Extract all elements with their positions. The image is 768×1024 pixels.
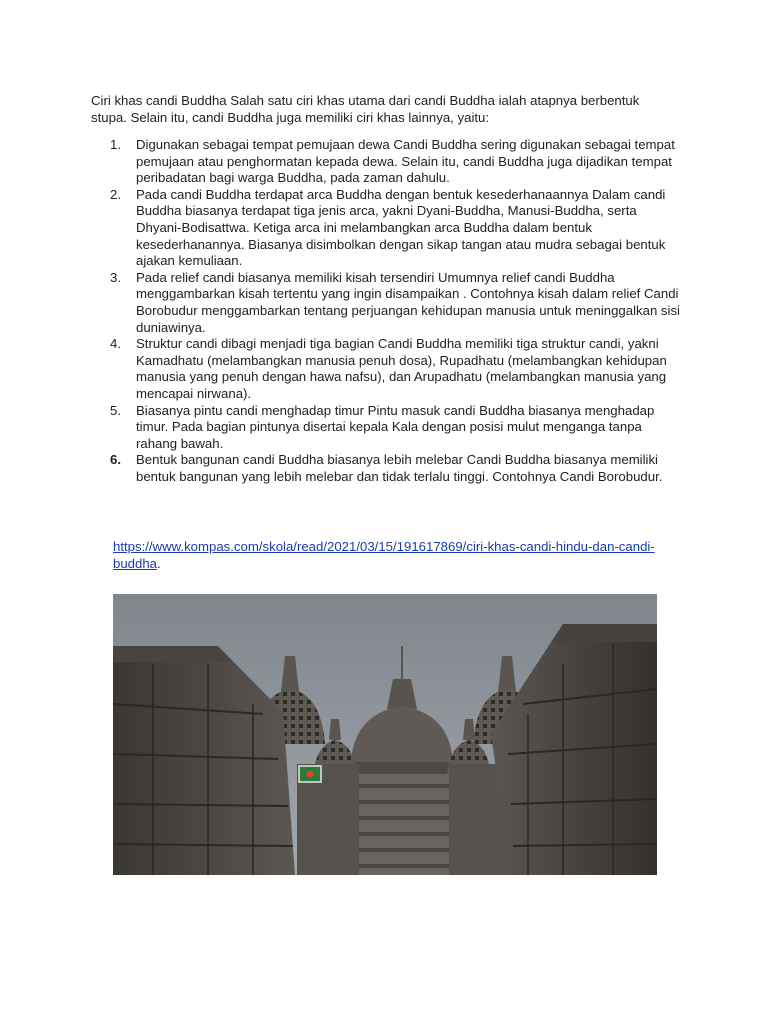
characteristics-list xyxy=(91,137,681,485)
stairway xyxy=(297,764,511,875)
source-link-period: . xyxy=(157,555,161,571)
list-item xyxy=(91,137,681,187)
list-item-number: 4. xyxy=(110,336,121,352)
list-item-text: Biasanya pintu candi menghadap timur Pintu masuk candi Buddha biasanya menghadap timur. Pada bagian pintunya disertai kepala Kala dengan posisi mulut menganga tanpa rahang bawah. xyxy=(136,402,655,451)
list-item-text: Digunakan sebagai tempat pemujaan dewa Candi Buddha sering digunakan sebagai tempat pemujaan atau penghormatan kepada dewa. Selain itu, candi Buddha juga dijadikan tempat peribadatan bagi warga Buddha, pada zaman dahulu. xyxy=(136,137,675,186)
list-item-text: Bentuk bangunan candi Buddha biasanya lebih melebar Candi Buddha biasanya memiliki bentuk bangunan yang lebih melebar dan tidak terlalu tinggi. Contohnya Candi Borobudur. xyxy=(136,452,663,484)
sign-emblem xyxy=(307,771,314,778)
list-item-number: 5. xyxy=(110,402,121,418)
source-link[interactable]: https://www.kompas.com/skola/read/2021/03/15/191617869/ciri-khas-candi-hindu-dan-candi-buddha xyxy=(113,539,655,571)
borobudur-photo xyxy=(113,594,657,875)
list-item-number: 6. xyxy=(110,452,121,468)
list-item-number: 1. xyxy=(110,137,121,152)
list-item xyxy=(91,452,681,485)
list-item-text: Pada candi Buddha terdapat arca Buddha dengan bentuk kesederhanaannya Dalam candi Buddha biasanya terdapat tiga jenis arca, yakni Dyani-Buddha, Manusi-Buddha, serta Dhyani-Bodisattwa. Ketiga arca ini melambangkan arca Buddha dalam bentuk kesederhanannya. Biasanya disimbolkan dengan sikap tangan atau mudra sebagai bentuk ajakan kemuliaan. xyxy=(136,186,666,269)
list-item-number: 2. xyxy=(110,186,121,202)
intro-paragraph: Ciri khas candi Buddha Salah satu ciri khas utama dari candi Buddha ialah atapnya berbentuk stupa. Selain itu, candi Buddha juga memiliki ciri khas lainnya, yaitu: xyxy=(91,93,640,125)
list-item xyxy=(91,187,681,270)
list-item xyxy=(91,336,681,402)
list-item xyxy=(91,403,681,453)
list-item-text: Pada relief candi biasanya memiliki kisah tersendiri Umumnya relief candi Buddha menggambarkan kisah tertentu yang ingin disampaikan . Contohnya kisah dalam relief Candi Borobudur menggambarkan tentang perjuangan kehidupan manusia untuk meninggalkan sisi duniawinya. xyxy=(136,269,680,335)
list-item xyxy=(91,270,681,336)
source-line xyxy=(113,539,673,572)
temple-illustration xyxy=(113,594,657,875)
list-item-number: 3. xyxy=(110,269,121,285)
list-item-text: Struktur candi dibagi menjadi tiga bagian Candi Buddha memiliki tiga struktur candi, yakni Kamadhatu (melambangkan manusia penuh dosa), Rupadhatu (melambangkan kehidupan manusia yang penuh dengan hawa nafsu), dan Arupadhatu (melambangkan manusia yang mencapai nirwana). xyxy=(136,336,667,401)
